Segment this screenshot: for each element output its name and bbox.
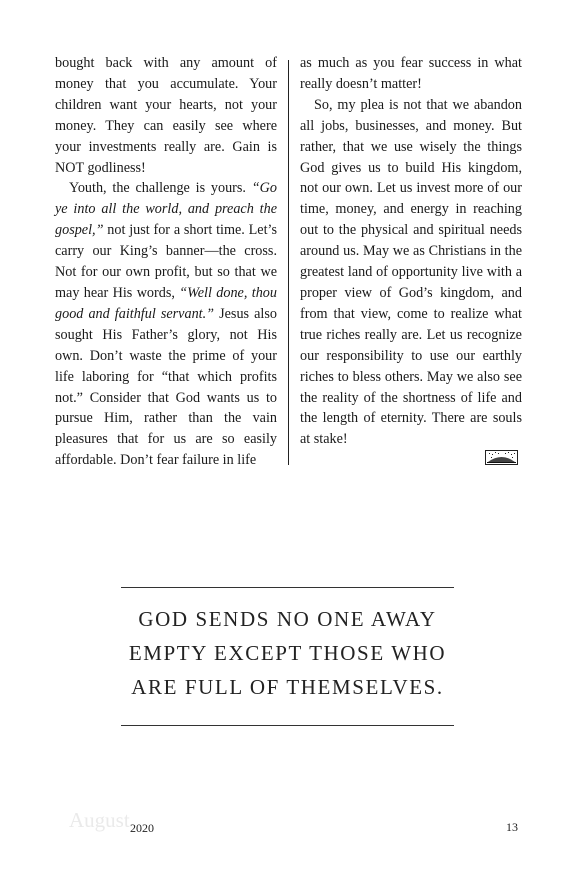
footer-year: 2020 [130,821,154,835]
pull-quote-line-2: EMPTY EXCEPT THOSE WHO [128,641,447,665]
left-paragraph-2-text-a: Youth, the challenge is yours. [69,180,252,197]
end-of-article-icon [485,450,518,465]
right-column [300,53,522,450]
left-paragraph-2-text-e: Jesus also sought His Father’s glory, not His own. Don’t waste the prime of your life laboring for “that which profits not.” Consider that God wants us to pursue Him, rather than the vain pleasures that for us are so easily affordable. Don’t fear failure in life [55,305,277,469]
footer-month: August [69,808,130,832]
column-divider [288,60,289,465]
page-number: 13 [506,820,518,834]
great-commission-quote: “Go ye into all the world, and preach the gospel,” [55,180,277,239]
pull-quote [100,602,475,704]
left-paragraph-2 [55,178,277,471]
right-paragraph-1: as much as you fear success in what really doesn’t matter! [300,55,522,92]
pull-quote-line-3: ARE FULL OF THEMSELVES. [131,675,444,699]
pull-quote-bottom-rule [121,725,454,726]
pull-quote-line-1: GOD SENDS NO ONE AWAY [138,607,437,631]
left-column [55,53,277,471]
left-paragraph-1: bought back with any amount of money that you accumulate. Your children want your hearts, not your money. They can easily see where your investments really are. Gain is NOT godliness! [55,55,277,176]
pull-quote-top-rule [121,587,454,588]
well-done-quote: “Well done, thou good and faithful servant.” [55,284,277,322]
left-paragraph-2-text-c: not just for a short time. Let’s carry our King’s banner—the cross. Not for our own profit, but so that we may hear His words, [55,222,277,301]
right-paragraph-2: So, my plea is not that we abandon all jobs, businesses, and money. But rather, that we use wisely the things God gives us to build His kingdom, not our own. Let us invest more of our time, money, and energy in reaching out to the physical and spiritual needs around us. May we as Christians in the greatest land of opportunity live with a proper view of God’s kingdom, and from that view, come to realize what true riches really are. Let us recognize our responsibility to use our earthly riches to bless others. May we also see the reality of the shortness of life and the length of eternity. There are souls at stake! [300,96,522,448]
